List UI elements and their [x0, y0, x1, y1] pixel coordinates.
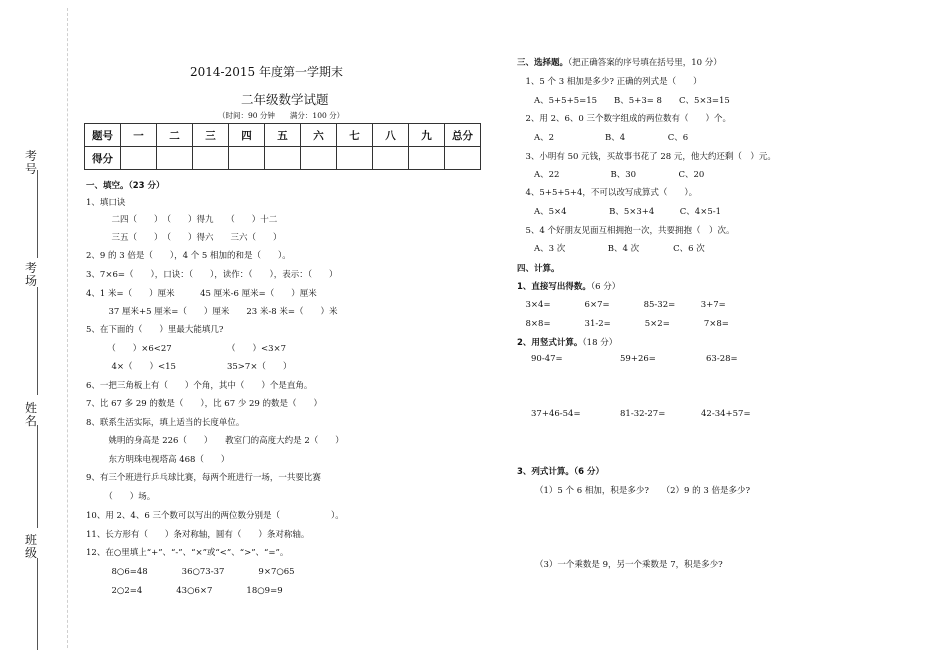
fill-blank-line: 8、联系生活实际，填上适当的长度单位。	[86, 418, 245, 428]
fill-blank-line: （ ）场。	[100, 492, 156, 502]
fill-blank-line: 6、一把三角板上有（ ）个角，其中（ ）个是直角。	[86, 381, 313, 391]
fill-blank-line: 4、1 米=（ ）厘米 45 厘米-6 厘米=（ ）厘米	[86, 289, 317, 299]
question-line: 8×8= 31-2= 5×2= 7×8=	[517, 319, 729, 329]
score-table-header-cell: 六	[301, 124, 337, 147]
score-table-header-cell: 一	[121, 124, 157, 147]
word-problems-heading: 3、列式计算。（6 分）	[517, 467, 605, 477]
score-table-header-cell: 八	[373, 124, 409, 147]
score-blank-cell	[121, 147, 157, 170]
score-table-header-cell: 三	[193, 124, 229, 147]
score-blank-cell	[409, 147, 445, 170]
vertical-calc-4: 37+46-54=	[531, 409, 581, 419]
side-fill-line	[37, 287, 38, 395]
exam-year-title: 2014-2015 年度第一学期末	[190, 65, 343, 79]
student-name-label: 姓 名	[24, 401, 37, 428]
section-heading-note: （18 分）	[582, 338, 618, 348]
question-line: 2、用 2、6、0 三个数字组成的两位数有（ ）个。	[517, 114, 732, 124]
score-blank-cell	[265, 147, 301, 170]
fill-blank-line: 12、在○里填上“+”、“-”、“×”或“<”、“>”、“=”。	[86, 548, 289, 558]
fill-blank-line: 二四（ ） （ ）得九 （ ）十二	[103, 215, 278, 225]
section-heading	[517, 280, 620, 292]
vertical-calc-2: 59+26=	[620, 354, 656, 364]
section-heading-title: 三、选择题。	[517, 58, 569, 68]
class-label: 班 级	[24, 533, 37, 560]
score-blank-cell	[373, 147, 409, 170]
section-heading-title: 1、直接写出得数。	[517, 282, 591, 292]
score-blank-cell	[301, 147, 337, 170]
fill-blank-line: 1、填口诀	[86, 198, 126, 208]
side-fill-line	[37, 558, 38, 650]
question-line: A、5×4 B、5×3+4 C、4×5-1	[517, 207, 722, 217]
fill-blank-line: 10、用 2、4、6 三个数可以写出的两位数分别是（ ）。	[86, 511, 344, 521]
score-table-header-cell: 九	[409, 124, 445, 147]
fill-blank-line: 三五（ ） （ ）得六 三六（ ）	[103, 233, 282, 243]
fill-blank-line: 9、有三个班进行乒乓球比赛，每两个班进行一场，一共要比赛	[86, 473, 321, 483]
fill-blank-line: 7、比 67 多 29 的数是（ ），比 67 少 29 的数是（ ）	[86, 399, 323, 409]
fill-blank-line: 8○6=48 36○73-37 9×7○65	[103, 567, 295, 577]
vertical-calc-6: 42-34+57=	[701, 409, 751, 419]
question-line: 5、4 个好朋友见面互相拥抱一次，共要拥抱（ ）次。	[517, 226, 735, 236]
fill-blank-line: 2、9 的 3 倍是（ ），4 个 5 相加的和是（ ）。	[86, 251, 291, 261]
section-heading: 四、计算。	[517, 264, 560, 274]
fill-blank-line: 3、7×6=（ ），口诀：（ ），读作：（ ），表示：（ ）	[86, 270, 338, 280]
binding-margin-line	[67, 8, 68, 648]
score-table-header-cell: 七	[337, 124, 373, 147]
fill-blank-line: 2○2=4 43○6×7 18○9=9	[103, 586, 283, 596]
exam-number-label: 考 号	[24, 149, 37, 176]
score-table-header-cell: 题号	[85, 124, 121, 147]
word-problem-1-2: （1）5 个 6 相加，积是多少? （2）9 的 3 倍是多少?	[535, 486, 751, 496]
fill-blank-line: 11、长方形有（ ）条对称轴，圆有（ ）条对称轴。	[86, 530, 310, 540]
section-heading-title: 2、用竖式计算。	[517, 338, 583, 348]
score-table-header-cell: 五	[265, 124, 301, 147]
question-line: A、2 B、4 C、6	[517, 133, 689, 143]
section-heading-note: （6 分）	[590, 282, 621, 292]
fill-blank-line: 5、在下面的（ ）里最大能填几?	[86, 325, 224, 335]
vertical-calc-1: 90-47=	[531, 354, 563, 364]
question-line: 3×4= 6×7= 85-32= 3+7=	[517, 300, 726, 310]
score-blank-cell	[157, 147, 193, 170]
vertical-calc-5: 81-32-27=	[620, 409, 666, 419]
score-table-header-cell: 总分	[445, 124, 481, 147]
question-line: 4、5+5+5+4，不可以改写成算式（ ）。	[517, 188, 698, 198]
score-table-header-row	[85, 124, 481, 147]
exam-room-label: 考 场	[24, 261, 37, 288]
score-table-header-cell: 四	[229, 124, 265, 147]
section-heading-note: （把正确答案的序号填在括号里，10 分）	[568, 58, 722, 68]
score-blank-cell	[229, 147, 265, 170]
section-fill-blank-heading: 一、填空。（23 分）	[86, 181, 165, 191]
question-line: 3、小明有 50 元钱，买故事书花了 28 元，他大约还剩（ ）元。	[517, 152, 776, 162]
score-blank-cell	[445, 147, 481, 170]
word-problem-3: （3）一个乘数是 9，另一个乘数是 7，积是多少?	[535, 560, 723, 570]
side-fill-line	[37, 425, 38, 528]
vertical-calc-3: 63-28=	[706, 354, 738, 364]
score-row-label: 得分	[85, 147, 121, 170]
fill-blank-line: 37 厘米+5 厘米=（ ）厘米 23 米-8 米=（ ）米	[100, 307, 338, 317]
fill-blank-line: 4×（ ）<15 35>7×（ ）	[103, 362, 292, 372]
section-heading	[517, 56, 722, 68]
score-table-header-cell: 二	[157, 124, 193, 147]
score-blank-cell	[193, 147, 229, 170]
exam-time-score-info: （时间：90 分钟 满分：100 分）	[218, 111, 345, 120]
score-table-score-row	[85, 147, 481, 170]
section-heading	[517, 336, 617, 348]
fill-blank-line: （ ）×6<27 （ ）<3×7	[103, 344, 287, 354]
score-blank-cell	[337, 147, 373, 170]
question-line: 1、5 个 3 相加是多少? 正确的列式是（ ）	[517, 77, 702, 87]
question-line: A、5+5+5=15 B、5+3= 8 C、5×3=15	[517, 96, 730, 106]
exam-grade-title: 二年级数学试题	[241, 92, 329, 107]
side-fill-line	[37, 170, 38, 258]
question-line: A、22 B、30 C、20	[517, 170, 705, 180]
score-table	[84, 123, 481, 170]
fill-blank-line: 姚明的身高是 226（ ） 教室门的高度大约是 2（ ）	[100, 436, 344, 446]
question-line: A、3 次 B、4 次 C、6 次	[517, 244, 705, 254]
fill-blank-line: 东方明珠电视塔高 468（ ）	[100, 455, 230, 465]
